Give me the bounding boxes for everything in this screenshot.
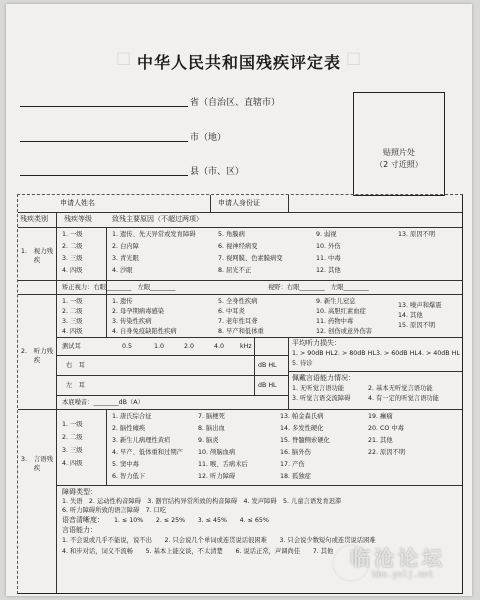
visual-field: 视野：右眼________ 左眼________ — [268, 284, 369, 291]
option-item[interactable]: 12. 创伤或意外伤害 — [316, 328, 373, 335]
option-item[interactable]: 2. 二级 — [62, 434, 83, 441]
county-line — [20, 165, 260, 177]
option-item[interactable]: 3. 青光眼 — [112, 255, 139, 262]
corrected-acuity: 矫正视力：右眼________ 左眼________ — [62, 284, 176, 291]
option-item[interactable]: 4. 自身免疫缺陷性疾病 — [112, 328, 177, 335]
db-unit: dB HL — [258, 382, 277, 389]
option-item[interactable]: 6. 中耳炎 — [218, 308, 245, 315]
applicant-name-field[interactable] — [128, 199, 206, 209]
option-item[interactable]: 2. 二级 — [62, 243, 83, 250]
option-item[interactable]: 8. 屈光不正 — [218, 267, 252, 274]
city-suffix: 市（地） — [190, 133, 227, 143]
option-item[interactable]: 5. 窦中毒 — [112, 461, 139, 468]
city-line — [20, 131, 240, 143]
option-item[interactable]: 4. 沙眼 — [112, 267, 133, 274]
option-item[interactable]: 7. 脑梗死 — [198, 413, 225, 420]
option-item[interactable]: 1. 遗传 — [112, 298, 133, 305]
level-header: 残疾等级 — [64, 215, 92, 223]
disorder-type-options: 1. 失语 2. 运动性构音障碍 3. 器官结构异常所致的构音障碍 4. 发声障碍 5. 儿童言语发育迟滞 — [62, 498, 342, 505]
ability-label: 言语能力： — [62, 526, 97, 534]
frequency-label: kHz — [240, 343, 252, 350]
option-item[interactable]: 16. 脑外伤 — [280, 449, 311, 456]
option-item[interactable]: 17. 产伤 — [280, 461, 305, 468]
option-item[interactable]: 1. 唐氏综合征 — [112, 413, 152, 420]
frequency-label: 1.0 — [154, 343, 165, 350]
photo-box[interactable] — [353, 92, 445, 196]
applicant-name-label: 申请人姓名 — [60, 199, 95, 207]
applicant-id-label: 申请人身份证 — [218, 199, 260, 207]
option-item[interactable]: 4. 四级 — [62, 267, 83, 274]
option-item[interactable]: 10. 外伤 — [316, 243, 341, 250]
photo-label: 贴照片处 — [383, 148, 415, 157]
option-item[interactable]: 1. 一级 — [62, 421, 83, 428]
watermark-text: 临沧论坛 — [350, 546, 446, 570]
county-suffix: 县（市、区） — [190, 167, 245, 177]
aided-label: 佩戴言语能力情况： — [292, 374, 355, 382]
option-item[interactable]: 9. 新生儿窒息 — [316, 298, 356, 305]
option-item[interactable]: 2. 白内障 — [112, 243, 139, 250]
cause-header: 致残主要原因（不超过两项） — [112, 215, 203, 223]
option-item[interactable]: 4. 早产、低体重和过期产 — [112, 449, 183, 456]
option-item[interactable]: 4. 四级 — [62, 328, 83, 335]
option-item[interactable]: 11. 中毒 — [316, 255, 341, 262]
option-item[interactable]: 5. 角膜病 — [218, 231, 245, 238]
ability-options: 1. 不会说或几乎不能说，说不出 2. 只会说几个单词或连贯说话很困难 3. 只会说少数短句或连贯说话困难 — [62, 537, 376, 544]
option-item[interactable]: 2. 脑性瘫痪 — [112, 425, 146, 432]
option-item[interactable]: 12. 其他 — [316, 267, 341, 274]
city-blank[interactable] — [20, 141, 188, 142]
option-item[interactable]: 10. 颅脑血病 — [198, 449, 236, 456]
aided-option[interactable]: 2. 基本无听觉言语功能 — [368, 385, 433, 392]
frequency-label: 4.0 — [214, 343, 225, 350]
option-item[interactable]: 11. 喉、舌病术后 — [198, 461, 248, 468]
aided-option[interactable]: 1. 无听觉言语功能 — [292, 385, 345, 392]
aided-option[interactable]: 4. 有一定的听觉言语功能 — [368, 395, 439, 402]
page-title: 中华人民共和国残疾评定表 — [136, 53, 341, 72]
option-item[interactable]: 2. 二级 — [62, 308, 83, 315]
avg-loss-label: 平均听力损失： — [292, 339, 341, 347]
county-blank[interactable] — [20, 175, 188, 176]
avg-loss-option[interactable]: 4. > 40dB HL — [418, 350, 460, 357]
vision-section-label: 1. 视力残疾 — [20, 247, 54, 264]
bleed-through-mark: □ — [346, 48, 362, 67]
option-item[interactable]: 8. 脑出血 — [198, 425, 225, 432]
option-item[interactable]: 13. 噪声和爆震 — [398, 302, 442, 309]
option-item[interactable]: 1. 一级 — [62, 298, 83, 305]
option-item[interactable]: 18. 孤独症 — [280, 473, 311, 480]
option-item[interactable]: 7. 视网膜、色素膜病变 — [218, 255, 283, 262]
frequency-label: 2.0 — [184, 343, 195, 350]
assessment-table — [17, 194, 463, 594]
option-item[interactable]: 13. 原因不明 — [398, 231, 436, 238]
db-unit: dB HL — [258, 362, 277, 369]
option-item[interactable]: 3. 三级 — [62, 255, 83, 262]
option-item[interactable]: 6. 智力低下 — [112, 473, 146, 480]
option-item[interactable]: 20. CO 中毒 — [368, 425, 404, 432]
background-noise: 本底噪音：________dB（A） — [62, 399, 144, 406]
option-item[interactable]: 22. 原因不明 — [368, 449, 406, 456]
right-ear-label: 右 耳 — [66, 362, 85, 369]
option-item[interactable]: 15. 脊髓侧索硬化 — [280, 437, 330, 444]
option-item[interactable]: 3. 三级 — [62, 447, 83, 454]
avg-loss-option[interactable]: 1. > 90dB HL — [292, 350, 334, 357]
category-header: 残疾类别 — [20, 215, 48, 223]
option-item[interactable]: 15. 原因不明 — [398, 322, 436, 329]
photo-size-label: （2 寸近照） — [375, 160, 423, 169]
province-blank[interactable] — [20, 106, 188, 107]
left-ear-label: 左 耳 — [66, 382, 85, 389]
option-item[interactable]: 3. 新生儿病理性黄疸 — [112, 437, 171, 444]
option-item[interactable]: 14. 其他 — [398, 312, 423, 319]
aided-option[interactable]: 3. 听觉言语交流障碍 — [292, 395, 351, 402]
watermark-url: bbs.ynlj.net — [372, 570, 434, 580]
hearing-section-label: 2. 听力残疾 — [20, 347, 54, 364]
option-item[interactable]: 2. 母孕期病毒感染 — [112, 308, 165, 315]
speech-section-label: 3. 言语残疾 — [20, 455, 54, 472]
option-item[interactable]: 10. 高胆红素血症 — [316, 308, 366, 315]
disorder-type-label: 障碍类型： — [62, 488, 97, 496]
option-item[interactable]: 11. 药物中毒 — [316, 318, 354, 325]
frequency-label: 0.5 — [122, 343, 133, 350]
disorder-type-options: 6. 听力障碍所致的语言障碍 7. 口吃 — [62, 507, 167, 514]
option-item[interactable]: 12. 听力障碍 — [198, 473, 236, 480]
avg-loss-option[interactable]: 3. > 60dB HL — [376, 350, 418, 357]
option-item[interactable]: 19. 癫痫 — [368, 413, 393, 420]
ability-options: 4. 和步对话，词义不流畅 5. 基本上能交谈，不太清楚 6. 说话正常，声调尚佳 7. 其他 — [62, 548, 334, 555]
option-item[interactable]: 4. 四级 — [62, 460, 83, 467]
option-item[interactable]: 3. 传染性疾病 — [112, 318, 152, 325]
option-item[interactable]: 8. 早产和低体重 — [218, 328, 264, 335]
option-item[interactable]: 1. 遗传、先天异常或发育障碍 — [112, 231, 196, 238]
option-item[interactable]: 13. 帕金森氏病 — [280, 413, 324, 420]
avg-loss-option[interactable]: 5. 待诊 — [292, 360, 313, 367]
option-item[interactable]: 7. 老年性耳聋 — [218, 318, 258, 325]
applicant-id-field[interactable] — [294, 199, 456, 209]
option-item[interactable]: 1. 一级 — [62, 231, 83, 238]
clarity-options: 1. ≤ 10% 2. ≤ 25% 3. ≤ 45% 4. ≤ 65% — [114, 517, 269, 524]
avg-loss-option[interactable]: 2. > 80dB HL — [334, 350, 376, 357]
option-item[interactable]: 3. 三级 — [62, 318, 83, 325]
option-item[interactable]: 9. 弱视 — [316, 231, 337, 238]
option-item[interactable]: 9. 脑炎 — [198, 437, 219, 444]
test-ear-label: 测试耳 — [62, 343, 81, 350]
bleed-through-mark: □ — [116, 48, 132, 67]
province-line — [20, 96, 280, 108]
option-item[interactable]: 14. 多发性硬化 — [280, 425, 324, 432]
option-item[interactable]: 6. 视神经病变 — [218, 243, 258, 250]
form-page — [6, 4, 472, 596]
option-item[interactable]: 21. 其他 — [368, 437, 393, 444]
province-suffix: 省（自治区、直辖市） — [190, 98, 281, 108]
option-item[interactable]: 5. 全身性疾病 — [218, 298, 258, 305]
clarity-label: 语音清晰度： — [62, 516, 104, 524]
